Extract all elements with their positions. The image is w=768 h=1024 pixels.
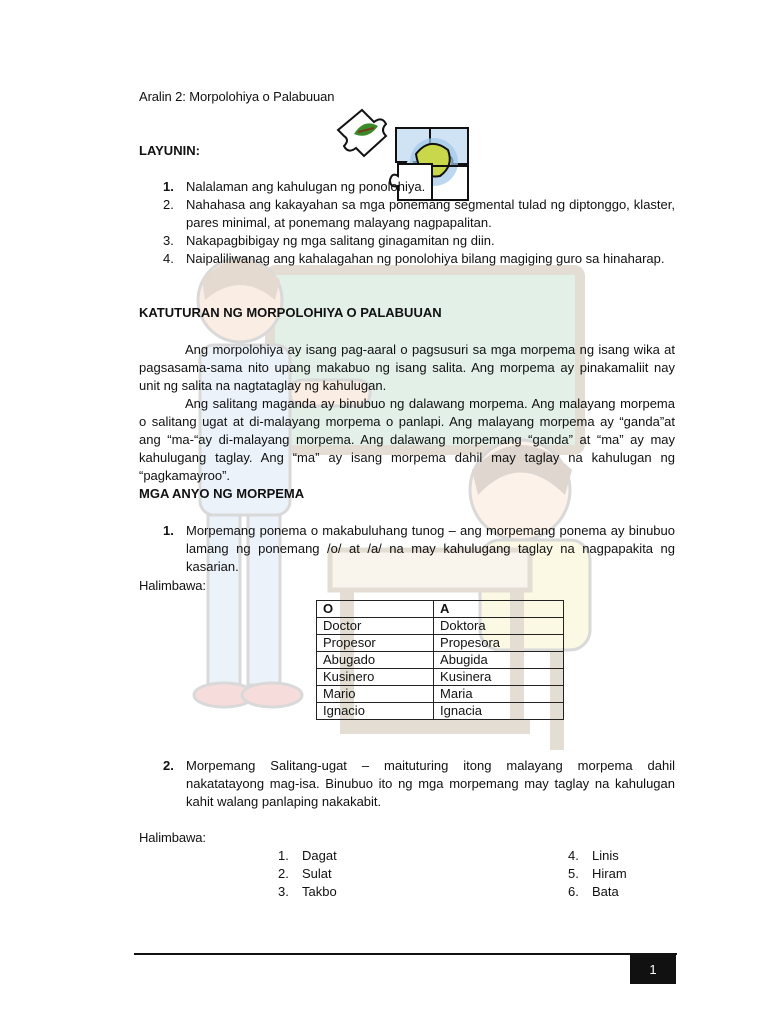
- list-item: 2. Sulat: [278, 866, 332, 881]
- footer-divider: [134, 953, 677, 955]
- table-row: Kusinero Kusinera: [317, 669, 564, 686]
- table-row: Ignacio Ignacia: [317, 703, 564, 720]
- table-row: Propesor Propesora: [317, 635, 564, 652]
- anyo-item-2: 2. Morpemang Salitang-ugat – maituturing itong malayang morpema dahil nakatatayong mag-isa. Binubuo ito ng mga morpemang may taglay na kahulugan kahit walang panlaping nakakabit.: [163, 758, 675, 809]
- table-row: Abugado Abugida: [317, 652, 564, 669]
- lesson-title: Aralin 2: Morpolohiya o Palabuuan: [139, 89, 335, 104]
- list-item: 6. Bata: [568, 884, 619, 899]
- list-item: 4. Naipaliliwanag ang kahalagahan ng ponolohiya bilang magiging guro sa hinaharap.: [163, 251, 665, 266]
- objectives-list: [139, 178, 675, 268]
- list-item: 5. Hiram: [568, 866, 627, 881]
- example-list-right: [568, 847, 627, 901]
- list-item: 1. Nalalaman ang kahulugan ng ponolohiya.: [163, 179, 426, 194]
- anyo-heading: MGA ANYO NG MORPEMA: [139, 486, 305, 501]
- column-header: A: [434, 601, 564, 618]
- anyo-item-1: 1. Morpemang ponema o makabuluhang tunog – ang morpemang ponema ay binubuo lamang ng ponemang /o/ at /a/ na may kahulugang taglay na nagpapakita ng kasarian.: [163, 523, 675, 574]
- layunin-heading: LAYUNIN:: [139, 143, 200, 158]
- katuturan-paragraph-2: Ang salitang maganda ay binubuo ng dalawang morpema. Ang malayang morpema o salitang ugat at di-malayang morpema o panlapi. Ang malayang morpema ay “ganda”at ang “ma-“ay di-malayang morpema. Ang dalawang morpemang “ganda” at “ma” ay may kahulugang taglay. Ang “ma” ay isang morpema dahil may taglay na kahulugan ng “pagkamayroo”.: [139, 396, 675, 483]
- table-header-row: [317, 601, 564, 618]
- list-item: 3. Takbo: [278, 884, 337, 899]
- gender-morpheme-table: [316, 600, 564, 720]
- halimbawa-label-2: Halimbawa:: [139, 830, 206, 845]
- katuturan-heading: KATUTURAN NG MORPOLOHIYA O PALABUUAN: [139, 305, 442, 320]
- list-item: 3. Nakapagbibigay ng mga salitang ginagamitan ng diin.: [163, 233, 495, 248]
- table-row: Mario Maria: [317, 686, 564, 703]
- list-item: 1. Dagat: [278, 848, 337, 863]
- halimbawa-label-1: Halimbawa:: [139, 578, 206, 593]
- table-row: Doctor Doktora: [317, 618, 564, 635]
- list-item: 2. Nahahasa ang kakayahan sa mga ponemang segmental tulad ng diptonggo, klaster, pares minimal, at ponemang malayang nagpapalitan.: [163, 197, 675, 230]
- example-list-left: [278, 847, 337, 901]
- page-number: 1: [630, 954, 676, 984]
- katuturan-paragraph-1: Ang morpolohiya ay isang pag-aaral o pagsusuri sa mga morpema ng isang wika at pagsasama-sama nito upang makabuo ng isang salita. Ang morpema ay pinakamaliit nay unit ng salita na nagtataglay ng kahulugan.: [139, 342, 675, 393]
- column-header: O: [317, 601, 434, 618]
- list-item: 4. Linis: [568, 848, 619, 863]
